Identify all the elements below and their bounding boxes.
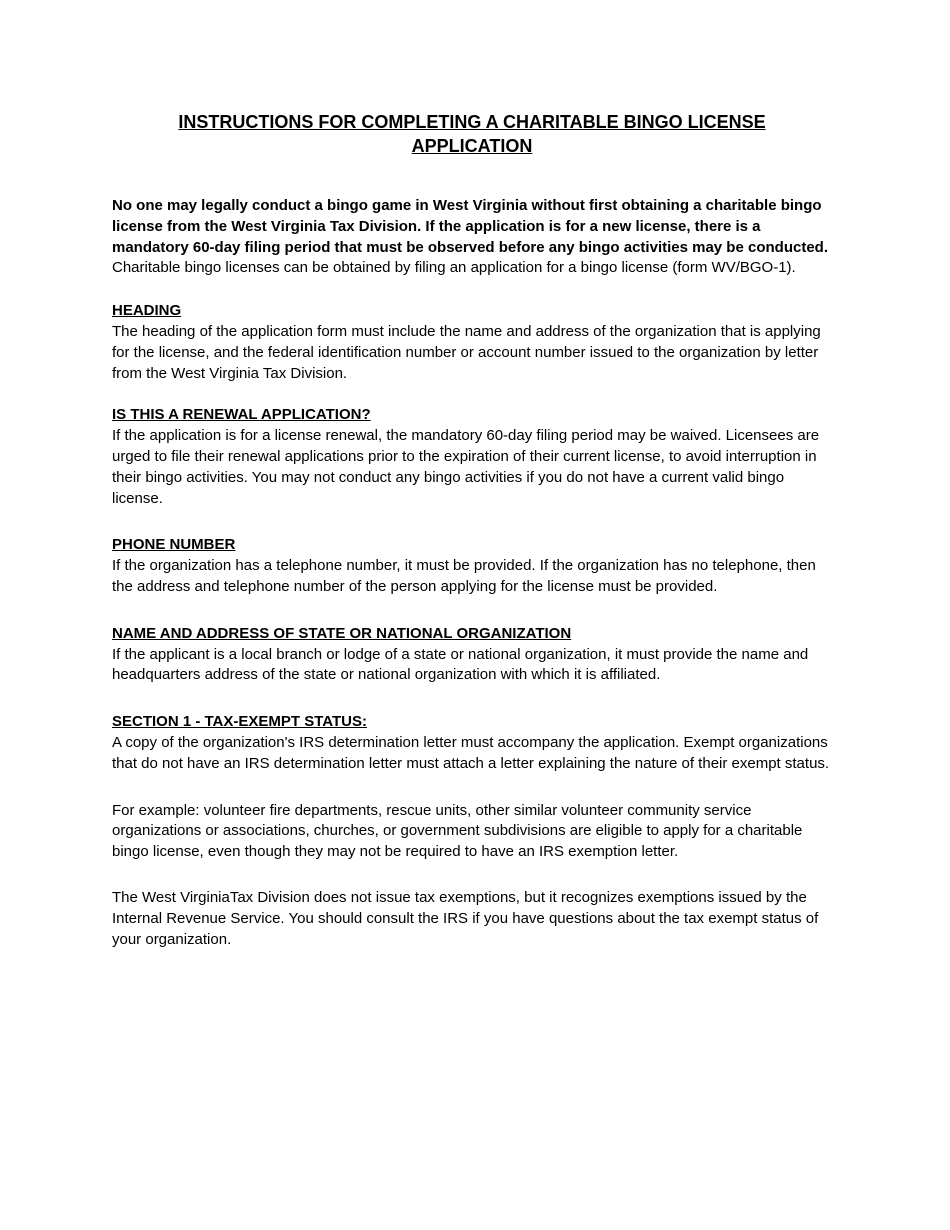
section-body: A copy of the organization's IRS determination letter must accompany the application. Exempt organizations that do not have an IRS determination letter must attach a letter explaining the nature of their exempt status. xyxy=(112,733,830,772)
intro-plain-text: Charitable bingo licenses can be obtained by filing an application for a bingo license (form WV/BGO-1). xyxy=(112,259,796,277)
section-body: If the applicant is a local branch or lodge of a state or national organization, it must provide the name and headquarters address of the state or national organization with which it is affiliated. xyxy=(112,645,809,684)
title-line-2: APPLICATION xyxy=(411,136,533,156)
section-body: If the application is for a license renewal, the mandatory 60-day filing period may be waived. Licensees are urged to file their renewal applications prior to the expiration of their current license, to avoid interruption in their bingo activities. You may not conduct any bingo activities if you do not have a current valid bingo license. xyxy=(112,427,820,507)
section-body: If the organization has a telephone number, it must be provided. If the organization has no telephone, then the address and telephone number of the person applying for the license must be provided. xyxy=(112,557,816,595)
title-line-1: INSTRUCTIONS FOR COMPLETING A CHARITABLE BINGO LICENSE xyxy=(178,112,766,132)
intro-bold-text: No one may legally conduct a bingo game in West Virginia without first obtaining a charitable bingo license from the West Virginia Tax Division. If the application is for a new license, there is a mandatory 60-day filing period that must be observed before any bingo activities may be conducted. xyxy=(112,197,828,256)
section-title: SECTION 1 - TAX-EXEMPT STATUS: xyxy=(112,713,368,731)
page-title xyxy=(112,110,832,158)
document-page xyxy=(112,110,832,950)
intro-paragraph xyxy=(112,196,832,279)
irs-exemption-paragraph: The West VirginiaTax Division does not issue tax exemptions, but it recognizes exemptions issued by the Internal Revenue Service. You should consult the IRS if you have questions about the tax exempt status of your organization. xyxy=(112,888,819,948)
section-title: PHONE NUMBER xyxy=(112,536,236,554)
section-phone-number xyxy=(112,535,832,597)
section-title: IS THIS A RENEWAL APPLICATION? xyxy=(112,406,371,424)
section-body: The heading of the application form must include the name and address of the organization that is applying for the license, and the federal identification number or account number issued to the organization by letter from the West Virginia Tax Division. xyxy=(112,322,821,382)
section-tax-exempt-status xyxy=(112,712,832,774)
section-title: HEADING xyxy=(112,302,182,320)
section-renewal xyxy=(112,405,832,509)
example-paragraph: For example: volunteer fire departments, rescue units, other similar volunteer community service organizations or associations, churches, or government subdivisions are eligible to apply for a charitable bingo license, even though they may not be required to have an IRS exemption letter. xyxy=(112,801,803,861)
section-heading xyxy=(112,301,832,384)
section-title: NAME AND ADDRESS OF STATE OR NATIONAL ORGANIZATION xyxy=(112,624,572,642)
section-state-national-org xyxy=(112,624,832,686)
